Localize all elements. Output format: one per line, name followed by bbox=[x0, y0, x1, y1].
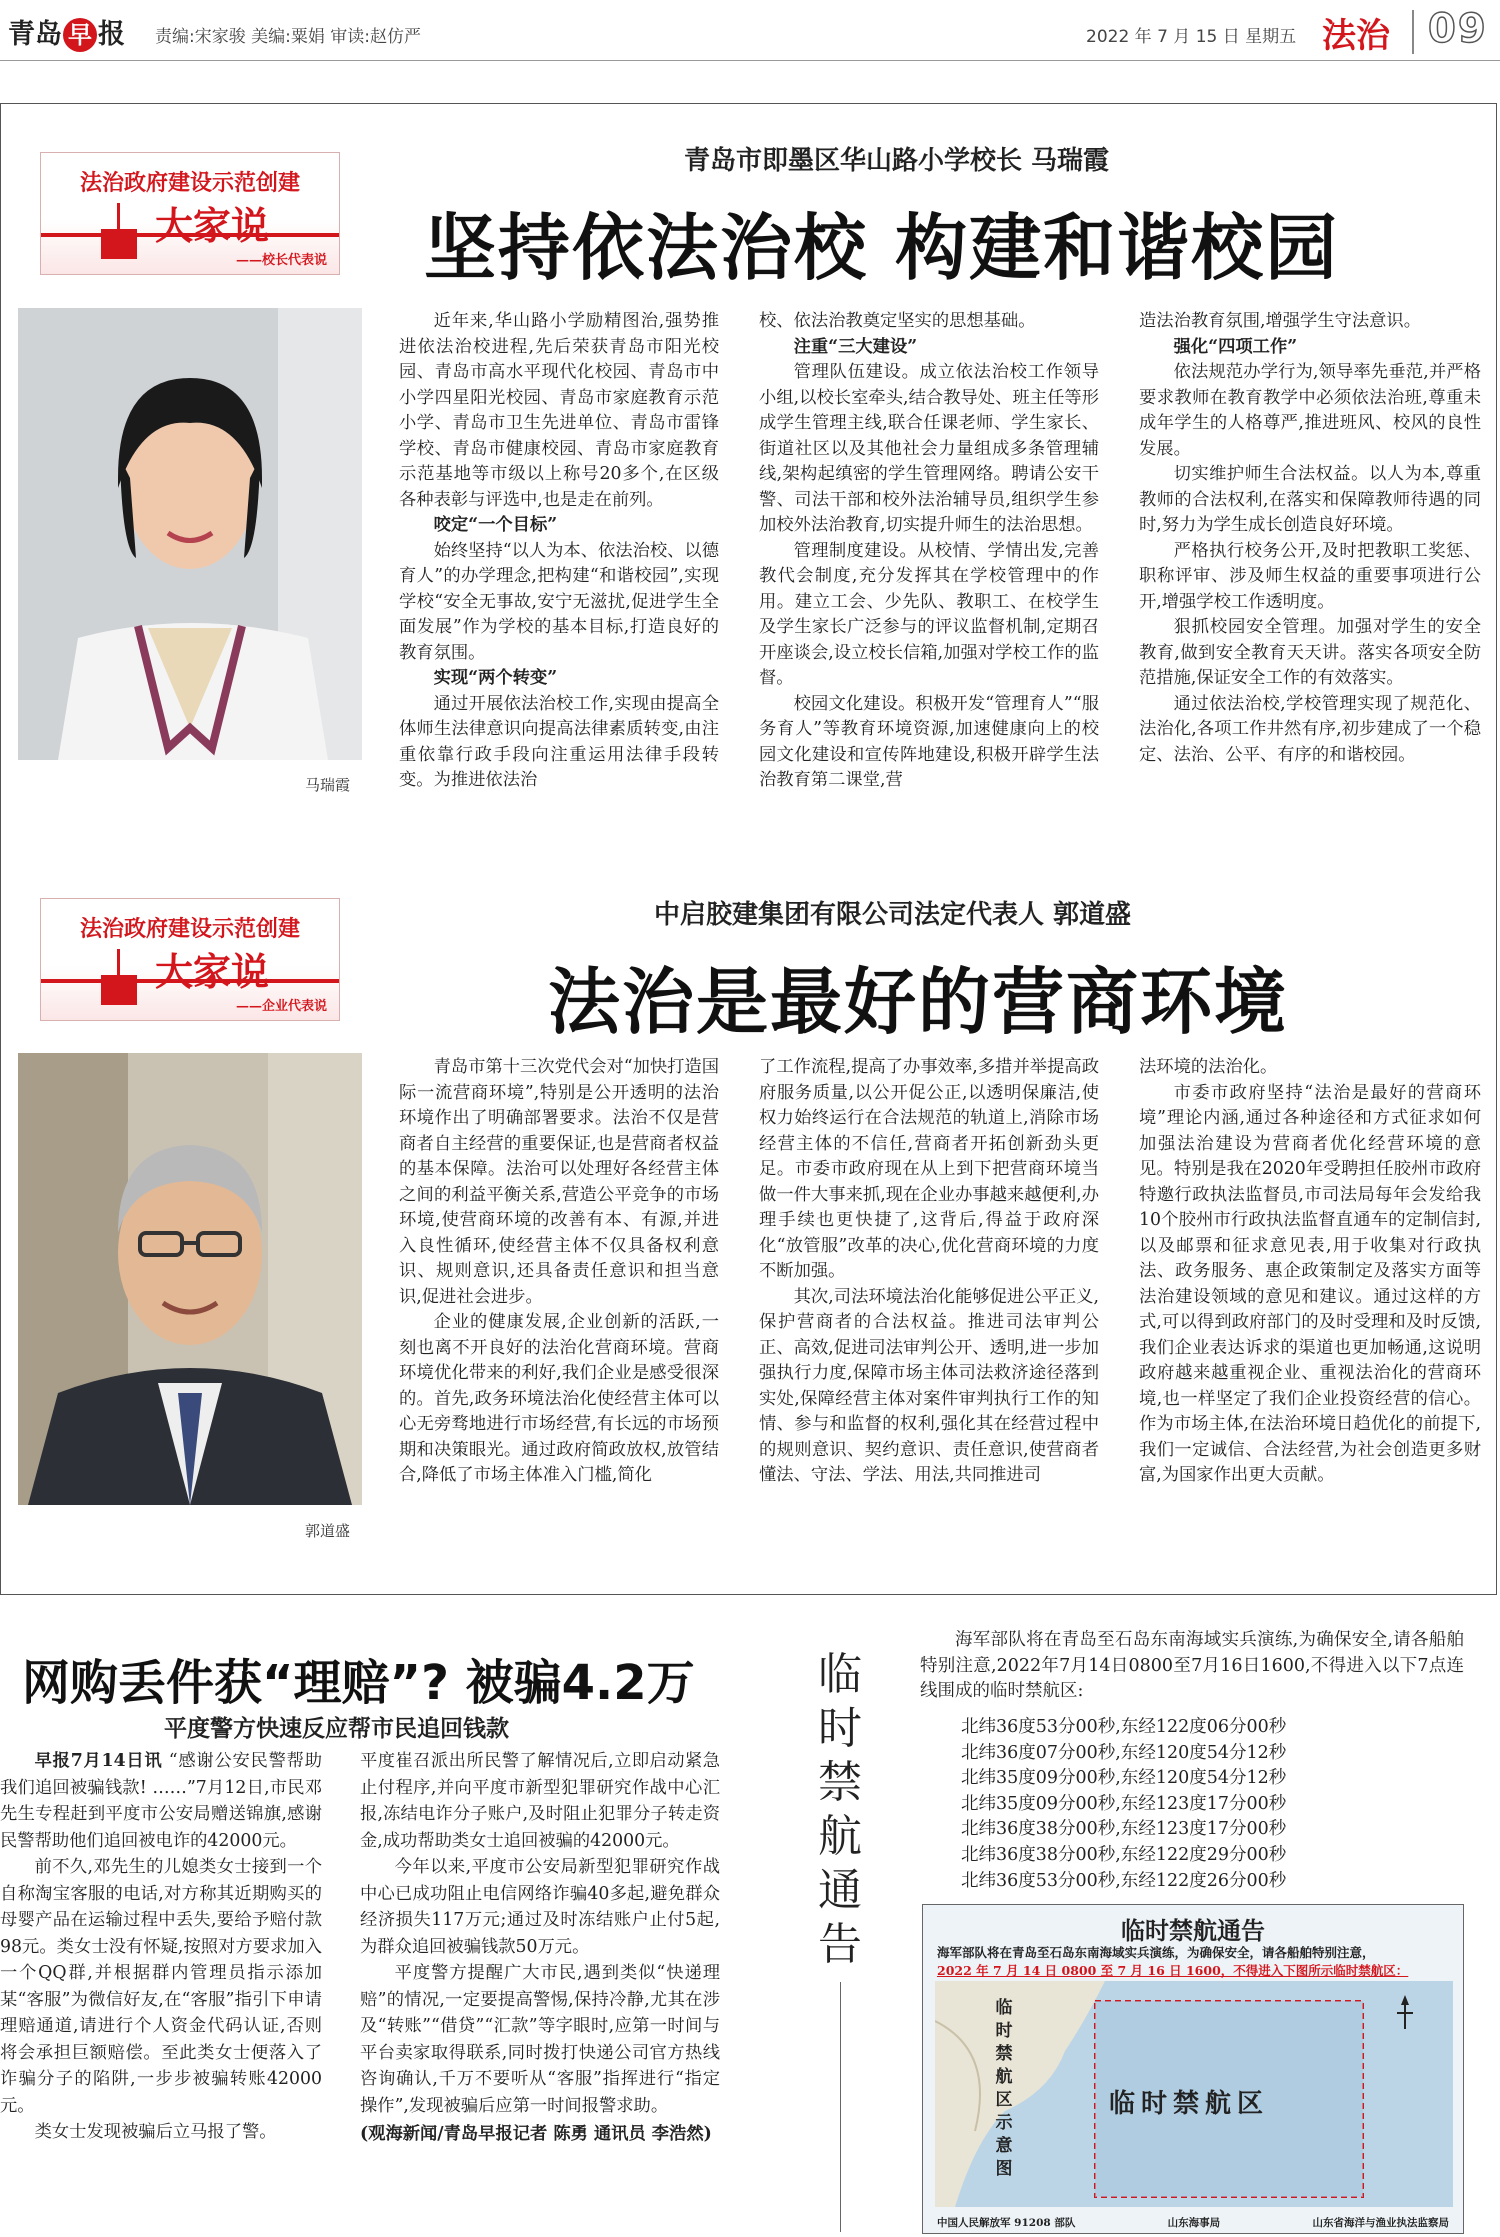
article1-caption: 马瑞霞 bbox=[305, 776, 351, 794]
coordinate-point: 北纬36度38分00秒,东经122度29分00秒 bbox=[961, 1844, 1287, 1865]
news-headline: 网购丢件获“理赔”? 被骗4.2万 bbox=[22, 1655, 695, 1711]
badge-line3: ——校长代表说 bbox=[235, 253, 327, 268]
section-name: 法治 bbox=[1322, 16, 1390, 56]
notice-intro bbox=[920, 1628, 1464, 1705]
paragraph: 造法治教育氛围,增强学生守法意识。 bbox=[1139, 311, 1421, 331]
map-legend-vertical: 临时禁航区示意图 bbox=[995, 1998, 1013, 2179]
article2-headline: 法治是最好的营商环境 bbox=[548, 960, 1289, 1044]
paragraph: 依法规范办学行为,领导率先垂范,并严格要求教师在教育教学中必须依法治班,尊重未成年学生的人格尊严,推进班风、校风的良性发展。 bbox=[1139, 362, 1481, 459]
editor-credits: 责编:宋家骏 美编:粟娟 审读:赵仿严 bbox=[155, 27, 421, 47]
article2-caption: 郭道盛 bbox=[305, 1522, 351, 1540]
article2-column-2 bbox=[759, 1055, 1099, 1489]
article2-column-1 bbox=[399, 1055, 719, 1489]
paragraph: 青岛市第十三次党代会对“加快打造国际一流营商环境”,特别是公开透明的法治环境作出了明确部署要求。法治不仅是营商者自主经营的重要保证,也是营商者权益的基本保障。法治可以处理好各经营主体之间的利益平衡关系,营造公平竞争的市场环境,使营商环境的改善有本、有源,并进入良性循环,使经营主体不仅具备权利意识、规则意识,还具备责任意识和担当意识,促进社会进步。 bbox=[399, 1057, 719, 1307]
paragraph: 通过开展依法治校工作,实现由提高全体师生法律意识向提高法律素质转变,由注重依靠行政手段向注重运用法律手段转变。为推进依法治 bbox=[399, 693, 719, 790]
subheading: 强化“四项工作” bbox=[1173, 336, 1298, 357]
notice-vertical-title: 临时禁航通告 bbox=[818, 1649, 862, 1970]
paragraph: 近年来,华山路小学励精图治,强势推进依法治校进程,先后荣获青岛市阳光校园、青岛市高水平现代化校园、青岛市中小学四星阳光校园、青岛市家庭教育示范小学、青岛市卫生先进单位、青岛市雷锋学校、青岛市健康校园、青岛市家庭教育示范基地等市级以上称号20多个,在区级各种表彰与评选中,也是走在前列。 bbox=[399, 311, 719, 510]
paragraph: 狠抓校园安全管理。加强对学生的安全教育,做到安全教育天天讲。落实各项安全防范措施,保证安全工作的有效落实。 bbox=[1139, 617, 1481, 688]
notice-intro-text: 海军部队将在青岛至石岛东南海域实兵演练,为确保安全,请各船舶特别注意,2022年7月14日0800至7月16日1600,不得进入以下7点连线围成的临时禁航区: bbox=[920, 1630, 1464, 1702]
news-byline: (观海新闻/青岛早报记者 陈勇 通讯员 李浩然) bbox=[360, 2124, 712, 2144]
newspaper-logo bbox=[8, 12, 125, 52]
news-lead-text: “感谢公安民警帮助我们追回被骗钱款! ……”7月12日,市民邓先生专程赶到平度市公安局赠送锦旗,感谢民警帮助他们追回被电诈的42000元。 bbox=[0, 1751, 322, 1851]
coordinate-point: 北纬36度07分00秒,东经120度54分12秒 bbox=[961, 1742, 1287, 1763]
paragraph: 通过依法治校,学校管理实现了规范化、法治化,各项工作井然有序,初步建成了一个稳定、法治、公平、有序的和谐校园。 bbox=[1139, 693, 1481, 765]
article2-badge bbox=[40, 898, 340, 1021]
paragraph: 切实维护师生合法权益。以人为本,尊重教师的合法权利,在落实和保障教师待遇的同时,努力为学生成长创造良好环境。 bbox=[1139, 464, 1481, 535]
issue-date: 2022 年 7 月 15 日 星期五 bbox=[1086, 27, 1297, 47]
article1-kicker: 青岛市即墨区华山路小学校长 马瑞霞 bbox=[684, 146, 1110, 176]
coordinate-point: 北纬36度38分00秒,东经123度17分00秒 bbox=[961, 1819, 1287, 1840]
news-paragraph: 今年以来,平度市公安局新型犯罪研究作战中心已成功阻止电信网络诈骗40多起,避免群众经济损失117万元;通过及时冻结账户止付5起,为群众追回被骗钱款50万元。 bbox=[360, 1857, 720, 1957]
paragraph: 企业的健康发展,企业创新的活跃,一刻也离不开良好的法治化营商环境。营商环境优化带来的利好,我们企业是感受很深的。首先,政务环境法治化使经营主体可以心无旁骛地进行市场经营,有长远的市场预期和决策眼光。通过政府简政放权,放管结合,降低了市场主体准入门槛,简化 bbox=[399, 1312, 719, 1485]
podium-icon bbox=[101, 229, 137, 259]
portrait-man-image bbox=[18, 1053, 362, 1505]
coordinate-point: 北纬35度09分00秒,东经123度17分00秒 bbox=[961, 1793, 1287, 1814]
news-paragraph: 平度崔召派出所民警了解情况后,立即启动紧急止付程序,并向平度市新型犯罪研究作战中心汇报,冻结电诈分子账户,及时阻止犯罪分子转走资金,成功帮助类女士追回被骗的42000元。 bbox=[360, 1751, 720, 1851]
microphone-icon bbox=[117, 949, 120, 975]
subheading: 注重“三大建设” bbox=[793, 336, 918, 357]
portrait-woman-image bbox=[18, 308, 362, 760]
logo-right-text: 报 bbox=[98, 19, 125, 50]
article1-headline: 坚持依法治校 构建和谐校园 bbox=[424, 206, 1340, 290]
paragraph: 法环境的法治化。 bbox=[1139, 1057, 1278, 1077]
badge-line2: 大家说 bbox=[155, 204, 270, 248]
article1-portrait bbox=[18, 308, 362, 760]
map-footer-unit: 中国人民解放军 91208 部队 bbox=[937, 2217, 1076, 2229]
map-intro-line2: 2022 年 7 月 14 日 0800 至 7 月 16 日 1600，不得进入下图所示临时禁航区： bbox=[937, 1963, 1409, 1978]
coordinate-point: 北纬36度53分00秒,东经122度06分00秒 bbox=[961, 1717, 1287, 1737]
paragraph: 始终坚持“以人为本、依法治校、以德育人”的办学理念,把构建“和谐校园”,实现学校“安全无事故,安宁无滋扰,促进学生全面发展”作为学校的基本目标,打造良好的教育氛围。 bbox=[399, 540, 719, 663]
paragraph: 校园文化建设。积极开发“管理育人”“服务育人”等教育环境资源,加速健康向上的校园文化建设和宣传阵地建设,积极开辟学生法治教育第二课堂,营 bbox=[759, 693, 1099, 790]
news-column-2 bbox=[360, 1748, 720, 2148]
news-dateline: 早报7月14日讯 bbox=[34, 1751, 163, 1771]
paragraph: 严格执行校务公开,及时把教职工奖惩、职称评审、涉及师生权益的重要事项进行公开,增强学校工作透明度。 bbox=[1139, 540, 1481, 612]
news-paragraph: 类女士发现被骗后立马报了警。 bbox=[34, 2122, 277, 2142]
subheading: 咬定“一个目标” bbox=[433, 515, 558, 535]
logo-left-text: 青岛 bbox=[8, 19, 62, 50]
news-paragraph: 前不久,邓先生的儿媳类女士接到一个自称淘宝客服的电话,对方称其近期购买的母婴产品在运输过程中丢失,要给予赔付款98元。类女士没有怀疑,按照对方要求加入一个QQ群,并根据群内管理员指示添加某“客服”为微信好友,在“客服”指引下申请理赔通道,请进行个人资金代码认证,否则将会承担巨额赔偿。至此类女士便落入了诈骗分子的陷阱,一步步被骗转账42000元。 bbox=[0, 1857, 322, 2116]
article2-kicker: 中启胶建集团有限公司法定代表人 郭道盛 bbox=[654, 900, 1132, 930]
article1-column-3 bbox=[1139, 309, 1481, 768]
news-lead-paragraph bbox=[0, 1748, 322, 1854]
map-footer-unit: 山东海事局 bbox=[1167, 2217, 1221, 2229]
paragraph: 了工作流程,提高了办事效率,多措并举提高政府服务质量,以公开促公正,以透明保廉洁,使权力始终运行在合法规范的轨道上,消除市场经营主体的不信任,营商者开拓创新劲头更足。市委市政府现在从上到下把营商环境当做一件大事来抓,现在企业办事越来越便利,办理手续也更快捷了,这背后,得益于政府深化“放管服”改革的决心,优化营商环境的力度不断加强。 bbox=[759, 1057, 1099, 1281]
logo-badge: 早 bbox=[63, 18, 97, 52]
news-column-1 bbox=[0, 1748, 322, 2146]
article1-column-1 bbox=[399, 309, 719, 794]
notice-divider bbox=[840, 1982, 841, 2232]
subheading: 实现“两个转变” bbox=[433, 668, 558, 688]
badge-line1: 法治政府建设示范创建 bbox=[79, 917, 300, 942]
header-rule bbox=[0, 60, 1500, 61]
notice-map bbox=[922, 1904, 1464, 2234]
page-header bbox=[0, 0, 1500, 66]
news-subhead: 平度警方快速反应帮市民追回钱款 bbox=[164, 1715, 509, 1742]
podium-icon bbox=[101, 975, 137, 1005]
microphone-icon bbox=[117, 203, 120, 229]
paragraph: 管理队伍建设。成立依法治校工作领导小组,以校长室牵头,结合教导处、班主任等形成学生管理主线,联合任课老师、学生家长、街道社区以及其他社会力量组成多条管理辅线,架构起缜密的学生管理网络。聘请公安干警、司法干部和校外法治辅导员,组织学生参加校外法治教育,切实提升师生的法治思想。 bbox=[759, 362, 1099, 535]
article1-column-2 bbox=[759, 309, 1099, 794]
news-paragraph: 平度警方提醒广大市民,遇到类似“快递理赔”的情况,一定要提高警惕,保持冷静,尤其在涉及“转账”“借贷”“汇款”等字眼时,应第一时间与平台卖家取得联系,同时拨打快递公司官方热线咨询确认,千万不要听从“客服”指挥进行“指定操作”,发现被骗后应第一时间报警求助。 bbox=[360, 1963, 720, 2116]
badge-line2: 大家说 bbox=[155, 950, 270, 994]
paragraph: 其次,司法环境法治化能够促进公平正义,保护营商者的合法权益。推进司法审判公正、高效,促进司法审判公开、透明,进一步加强执行力度,保障市场主体司法救济途径落到实处,保障经营主体对案件审判执行工作的知情、参与和监督的权利,强化其在经营过程中的规则意识、契约意识、责任意识,使营商者懂法、守法、学法、用法,共同推进司 bbox=[759, 1286, 1099, 1485]
paragraph: 市委市政府坚持“法治是最好的营商环境”理论内涵,通过各种途径和方式征求如何加强法治建设为营商者优化经营环境的意见。特别是我在2020年受聘担任胶州市政府特邀行政执法监督员,市司法局每年会发给我10个胶州市行政执法监督直通车的定制信封,以及邮票和征求意见表,用于收集对行政执法、政务服务、惠企政策制定及落实方面等法治建设领域的意见和建议。通过这样的方式,可以得到政府部门的及时受理和及时反馈,我们企业表达诉求的渠道也更加畅通,这说明政府越来越重视企业、重视法治化的营商环境,也一样坚定了我们企业投资经营的信心。作为市场主体,在法治环境日趋优化的前提下,我们一定诚信、合法经营,为社会创造更多财富,为国家作出更大贡献。 bbox=[1139, 1082, 1481, 1485]
badge-line3: ——企业代表说 bbox=[235, 999, 327, 1014]
map-zone-label: 临时禁航区 bbox=[1109, 2089, 1270, 2119]
header-divider bbox=[1412, 10, 1414, 54]
map-intro-line1: 海军部队将在青岛至石岛东南海域实兵演练，为确保安全，请各船舶特别注意， bbox=[937, 1945, 1375, 1960]
article2-portrait bbox=[18, 1053, 362, 1505]
map-title: 临时禁航通告 bbox=[1121, 1917, 1265, 1945]
notice-coordinate-list bbox=[961, 1715, 1286, 1894]
article1-badge bbox=[40, 152, 340, 275]
badge-line1: 法治政府建设示范创建 bbox=[79, 171, 300, 196]
map-footer bbox=[923, 2215, 1463, 2230]
page-number: 09 bbox=[1428, 6, 1488, 52]
coordinate-point: 北纬35度09分00秒,东经120度54分12秒 bbox=[961, 1768, 1287, 1789]
map-footer-unit: 山东省海洋与渔业执法监察局 bbox=[1312, 2217, 1449, 2229]
coordinate-point: 北纬36度53分00秒,东经122度26分00秒 bbox=[961, 1870, 1287, 1891]
article2-column-3 bbox=[1139, 1055, 1481, 1489]
paragraph: 管理制度建设。从校情、学情出发,完善教代会制度,充分发挥其在学校管理中的作用。建立工会、少先队、教职工、在校学生及学生家长广泛参与的评议监督机制,定期召开座谈会,设立校长信箱,加强对学校工作的监督。 bbox=[759, 540, 1099, 688]
paragraph: 校、依法治教奠定坚实的思想基础。 bbox=[759, 311, 1036, 331]
